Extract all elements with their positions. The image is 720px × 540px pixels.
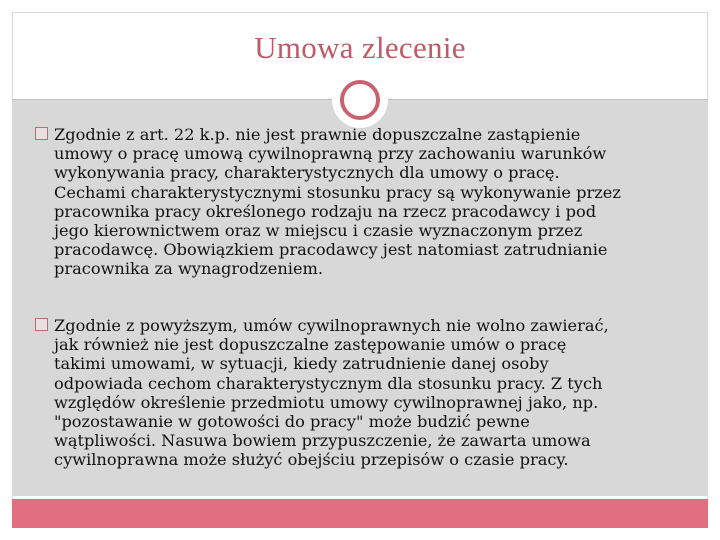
bullet-text-1 [36, 125, 676, 279]
bullet-line: "pozostawanie w gotowości do pracy" może budzić pewne [54, 412, 530, 432]
bullet-line: wątpliwości. Nasuwa bowiem przypuszczenie, że zawarta umowa [54, 431, 591, 451]
bullet-line: takimi umowami, w sytuacji, kiedy zatrudnienie danej osoby [54, 354, 549, 374]
bullet-text-2 [36, 316, 676, 470]
bullet-line: umowy o pracę umową cywilnoprawną przy zachowaniu warunków [54, 144, 607, 164]
square-bullet-icon [35, 127, 48, 140]
bullet-line: wykonywania pracy, charakterystycznych dla umowy o pracę. [54, 163, 560, 183]
square-bullet-icon [35, 318, 48, 331]
bullet-line: Zgodnie z powyższym, umów cywilnoprawnych nie wolno zawierać, [54, 316, 609, 335]
bullet-line: Cechami charakterystycznymi stosunku pracy są wykonywanie przez [54, 182, 621, 202]
bullet-line: pracownika pracy określonego rodzaju na rzecz pracodawcy i pod [54, 201, 597, 221]
bullet-line: jak również nie jest dopuszczalne zastępowanie umów o pracę [54, 335, 567, 355]
bullet-line: jego kierownictwem oraz w miejscu i czasie wyznaczonym przez [54, 221, 583, 241]
footer-bar [12, 499, 708, 528]
bullet-item-1 [36, 125, 676, 279]
bullet-line: cywilnoprawna może służyć obejściu przepisów o czasie pracy. [54, 450, 569, 470]
slide-title: Umowa zlecenie [254, 30, 466, 65]
bullet-line: odpowiada cechom charakterystycznym dla stosunku pracy. Z tych [54, 373, 603, 393]
bullet-line: pracodawcę. Obowiązkiem pracodawcy jest natomiast zatrudnianie [54, 240, 608, 260]
bullet-line: pracownika za wynagrodzeniem. [54, 259, 324, 279]
bullet-line: względów określenie przedmiotu umowy cywilnoprawnej jako, np. [54, 392, 599, 412]
bullet-item-2 [36, 316, 676, 470]
bullet-line: Zgodnie z art. 22 k.p. nie jest prawnie dopuszczalne zastąpienie [54, 125, 581, 144]
circle-ornament-icon [340, 80, 380, 120]
